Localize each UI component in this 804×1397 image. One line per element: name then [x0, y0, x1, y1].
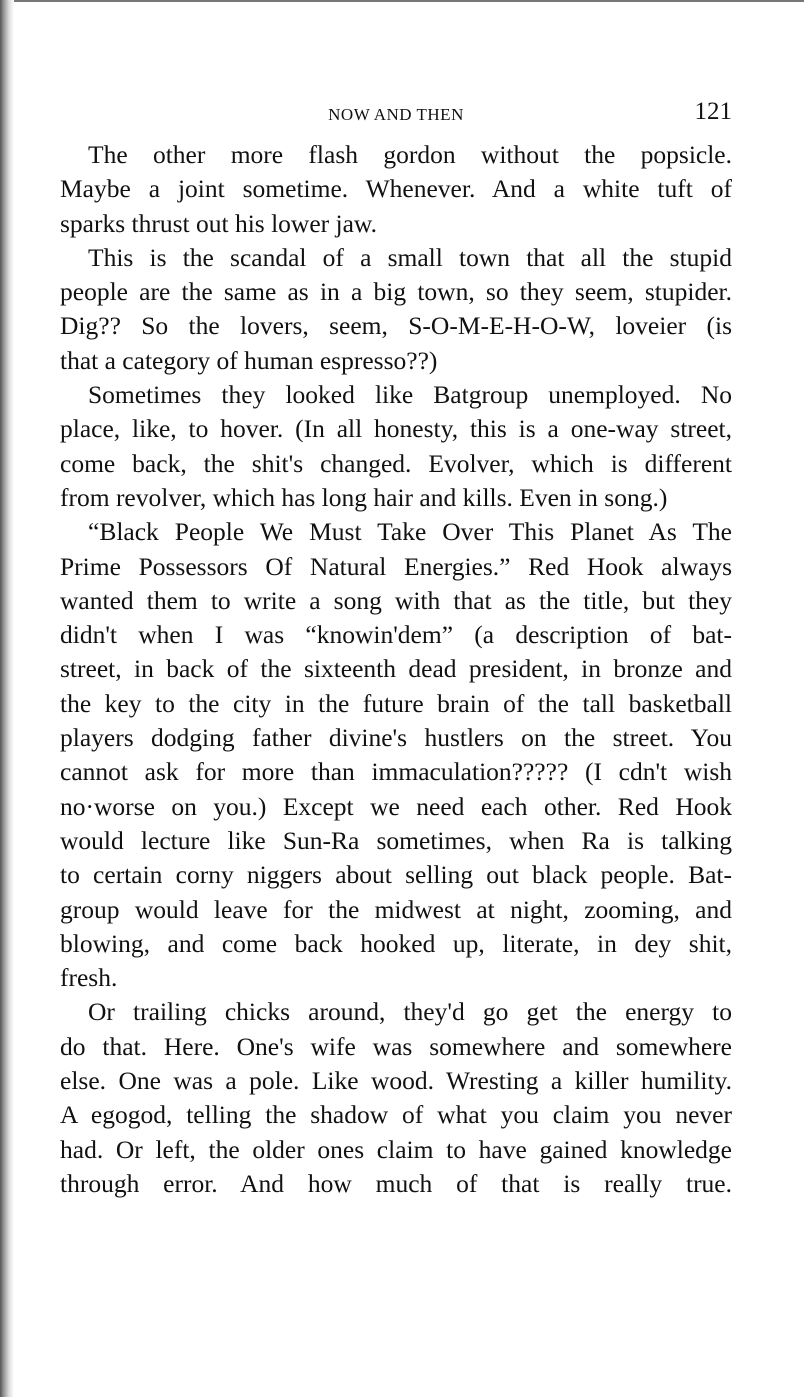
- text-line: sparks thrust out his lower jaw.: [60, 208, 378, 238]
- text-line: blowing, and come back hooked up, literate, in dey shit,: [60, 928, 732, 958]
- page-header: [60, 98, 732, 134]
- text-line: cannot ask for more than immaculation????? (I cdn't wish: [60, 757, 732, 787]
- text-line: fresh.: [60, 963, 118, 993]
- text-line: through error. And how much of that is really true.: [60, 1168, 732, 1198]
- text-line: Dig?? So the lovers, seem, S-O-M-E-H-O-W, loveier (is: [60, 311, 732, 341]
- text-line: no·worse on you.) Except we need each other. Red Hook: [60, 791, 732, 821]
- text-line: the key to the city in the future brain of the tall basketball: [60, 688, 732, 718]
- page-number: 121: [694, 98, 732, 125]
- text-line: from revolver, which has long hair and kills. Even in song.): [60, 482, 668, 512]
- text-line: The other more flash gordon without the popsicle.: [88, 140, 732, 169]
- text-line: would lecture like Sun-Ra sometimes, when Ra is talking: [60, 825, 732, 855]
- text-line: “Black People We Must Take Over This Planet As The: [88, 517, 732, 547]
- text-line: do that. Here. One's wife was somewhere and somewhere: [60, 1031, 732, 1061]
- text-line: to certain corny niggers about selling out black people. Bat-: [60, 860, 732, 890]
- body-text: [60, 138, 732, 1201]
- text-line: Or trailing chicks around, they'd go get the energy to: [88, 997, 732, 1027]
- running-head: NOW AND THEN: [328, 105, 464, 124]
- text-line: This is the scandal of a small town that all the stupid: [88, 242, 732, 272]
- text-line: had. Or left, the older ones claim to have gained knowledge: [60, 1134, 732, 1164]
- text-line: else. One was a pole. Like wood. Wresting a killer humility.: [60, 1066, 732, 1096]
- text-line: street, in back of the sixteenth dead president, in bronze and: [60, 654, 732, 684]
- text-line: people are the same as in a big town, so they seem, stupider.: [60, 277, 732, 307]
- text-line: that a category of human espresso??): [60, 345, 438, 375]
- text-line: wanted them to write a song with that as the title, but they: [60, 585, 732, 615]
- text-line: didn't when I was “knowin'dem” (a description of bat-: [60, 620, 732, 650]
- page-top-edge: [0, 0, 804, 2]
- text-line: come back, the shit's changed. Evolver, which is different: [60, 448, 732, 478]
- text-line: Maybe a joint sometime. Whenever. And a white tuft of: [60, 174, 732, 204]
- text-line: players dodging father divine's hustlers on the street. You: [60, 723, 732, 753]
- text-line: A egogod, telling the shadow of what you claim you never: [60, 1100, 732, 1130]
- text-line: Prime Possessors Of Natural Energies.” Red Hook always: [60, 551, 732, 581]
- text-line: group would leave for the midwest at night, zooming, and: [60, 894, 732, 924]
- book-spine-shadow: [0, 0, 14, 1397]
- text-line: Sometimes they looked like Batgroup unemployed. No: [88, 380, 732, 410]
- text-line: place, like, to hover. (In all honesty, this is a one-way street,: [60, 414, 732, 444]
